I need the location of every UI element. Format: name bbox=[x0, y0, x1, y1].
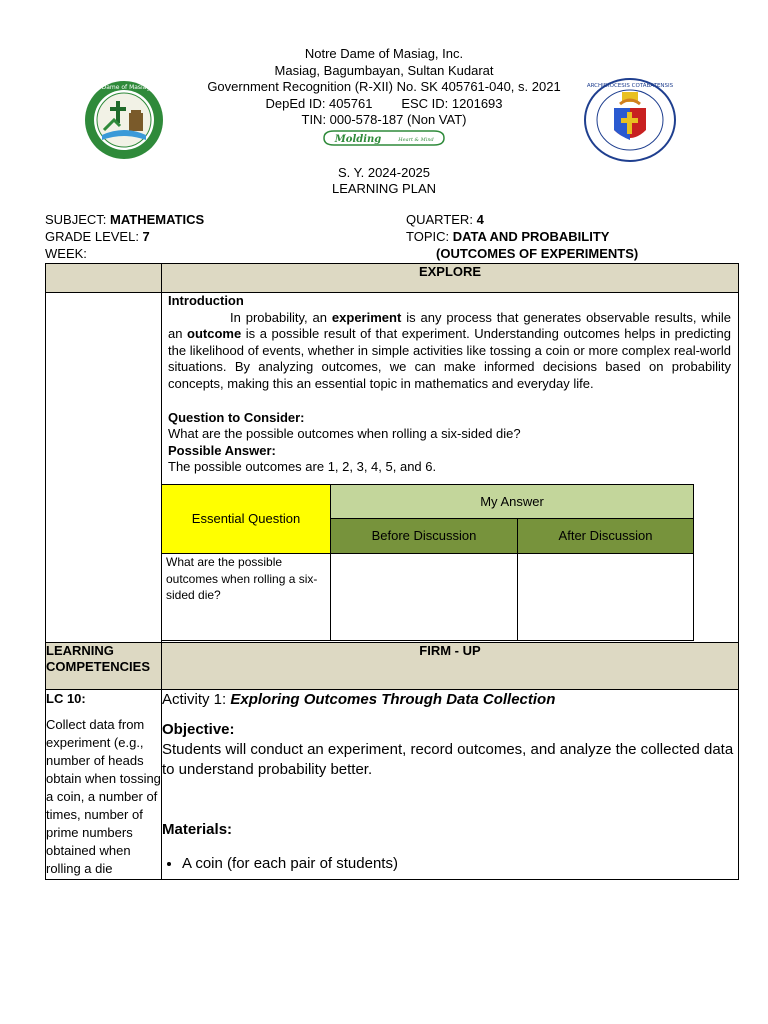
molding-tagline-badge bbox=[322, 130, 446, 146]
grade-value: 7 bbox=[142, 229, 150, 244]
learning-plan-table bbox=[45, 263, 739, 880]
subject-value: MATHEMATICS bbox=[110, 212, 205, 227]
firmup-header-row bbox=[46, 643, 739, 690]
activity-title-line bbox=[162, 690, 738, 710]
learning-competencies-header: LEARNING COMPETENCIES bbox=[46, 643, 162, 690]
explore-left-cell bbox=[46, 293, 162, 643]
materials-label: Materials: bbox=[162, 821, 233, 838]
explore-content-row bbox=[46, 293, 739, 643]
objective-label: Objective: bbox=[162, 721, 235, 738]
before-discussion-header: Before Discussion bbox=[331, 518, 518, 553]
competency-cell bbox=[46, 690, 162, 880]
introduction-heading: Introduction bbox=[168, 293, 244, 308]
quarter-line bbox=[406, 211, 638, 228]
my-answer-header: My Answer bbox=[331, 484, 694, 518]
firmup-title: FIRM - UP bbox=[162, 643, 739, 690]
meta-left bbox=[45, 211, 204, 262]
answer-text: The possible outcomes are 1, 2, 3, 4, 5, and 6. bbox=[168, 459, 437, 475]
subject-line bbox=[45, 211, 204, 228]
materials-list bbox=[162, 854, 738, 874]
explore-title: EXPLORE bbox=[162, 264, 739, 293]
svg-text:Notre Dame of Masiag, Inc.: Notre Dame of Masiag, Inc. bbox=[83, 84, 165, 91]
introduction-section bbox=[162, 293, 738, 476]
explore-content-cell bbox=[162, 293, 739, 643]
firmup-content-row bbox=[46, 690, 739, 880]
grade-line bbox=[45, 228, 204, 245]
school-seal-logo bbox=[74, 80, 174, 160]
school-address: Masiag, Bagumbayan, Sultan Kudarat bbox=[274, 62, 494, 78]
after-discussion-header: After Discussion bbox=[518, 518, 694, 553]
quarter-value: 4 bbox=[476, 212, 484, 227]
activity-prefix: Activity 1: bbox=[162, 691, 231, 708]
quarter-label: QUARTER: bbox=[406, 212, 477, 227]
answer-label: Possible Answer: bbox=[168, 442, 276, 458]
after-discussion-answer-cell[interactable] bbox=[518, 553, 694, 640]
deped-esc-id: DepEd ID: 405761 ESC ID: 1201693 bbox=[265, 95, 503, 111]
tin-number: TIN: 000-578-187 (Non VAT) bbox=[301, 112, 467, 127]
subject-label: SUBJECT: bbox=[45, 212, 111, 227]
material-item: • A coin (for each pair of students) bbox=[182, 854, 738, 874]
activity-title: Exploring Outcomes Through Data Collection bbox=[230, 691, 556, 708]
meta-right bbox=[406, 211, 638, 262]
objective-text: Students will conduct an experiment, record outcomes, and analyze the collected data to understand probability better. bbox=[162, 741, 734, 778]
intro-text-1: In probability, an bbox=[230, 309, 332, 325]
essential-question-table bbox=[161, 484, 694, 641]
before-discussion-answer-cell[interactable] bbox=[331, 553, 518, 640]
document-title-block bbox=[200, 165, 568, 196]
svg-text:Heart & Mind: Heart & Mind bbox=[398, 136, 434, 143]
competency-code: LC 10: bbox=[46, 691, 86, 706]
svg-text:ARCHIDIOCESIS COTABATENSIS: ARCHIDIOCESIS COTABATENSIS bbox=[586, 83, 674, 89]
school-name: Notre Dame of Masiag, Inc. bbox=[304, 46, 464, 61]
question-text: What are the possible outcomes when rolling a six-sided die? bbox=[168, 426, 521, 442]
school-year: S. Y. 2024-2025 bbox=[337, 165, 431, 180]
essential-question-header: Essential Question bbox=[162, 484, 331, 553]
essential-question-text: What are the possible outcomes when rolling a six-sided die? bbox=[162, 553, 331, 640]
topic-line bbox=[406, 228, 638, 245]
document-type: LEARNING PLAN bbox=[331, 180, 437, 196]
grade-label: GRADE LEVEL: bbox=[45, 229, 143, 244]
competency-text: Collect data from experiment (e.g., number of heads obtain when tossing a coin, a number of times, number of prime numbers obtained when rolling a die bbox=[46, 717, 161, 876]
school-header bbox=[200, 46, 568, 150]
activity-cell bbox=[162, 690, 739, 880]
topic-subtitle: (OUTCOMES OF EXPERIMENTS) bbox=[436, 246, 639, 261]
question-label: Question to Consider: bbox=[168, 409, 305, 425]
intro-term-experiment: experiment bbox=[331, 309, 402, 325]
intro-text-3: is a possible result of that experiment. Understanding outcomes helps in predicting the likelihood of events, whether in simple activities like tossing a coin or more complex real-world situations. By analyzing outcomes, we can make informed decisions based on probability concepts, making this an essential topic in mathematics and everyday life. bbox=[168, 326, 731, 391]
week-line: WEEK: bbox=[45, 246, 87, 261]
topic-label: TOPIC: bbox=[406, 229, 453, 244]
intro-text-2: is any process that generates observable results, while an bbox=[168, 309, 732, 342]
topic-value: DATA AND PROBABILITY bbox=[452, 229, 610, 244]
svg-text:Molding: Molding bbox=[334, 133, 382, 145]
explore-header-row bbox=[46, 264, 739, 293]
explore-header-left bbox=[46, 264, 162, 293]
archdiocese-seal-logo bbox=[584, 78, 676, 162]
government-recognition: Government Recognition (R-XII) No. SK 405761-040, s. 2021 bbox=[207, 79, 561, 94]
intro-term-outcome: outcome bbox=[187, 326, 242, 342]
introduction-paragraph bbox=[168, 310, 731, 393]
